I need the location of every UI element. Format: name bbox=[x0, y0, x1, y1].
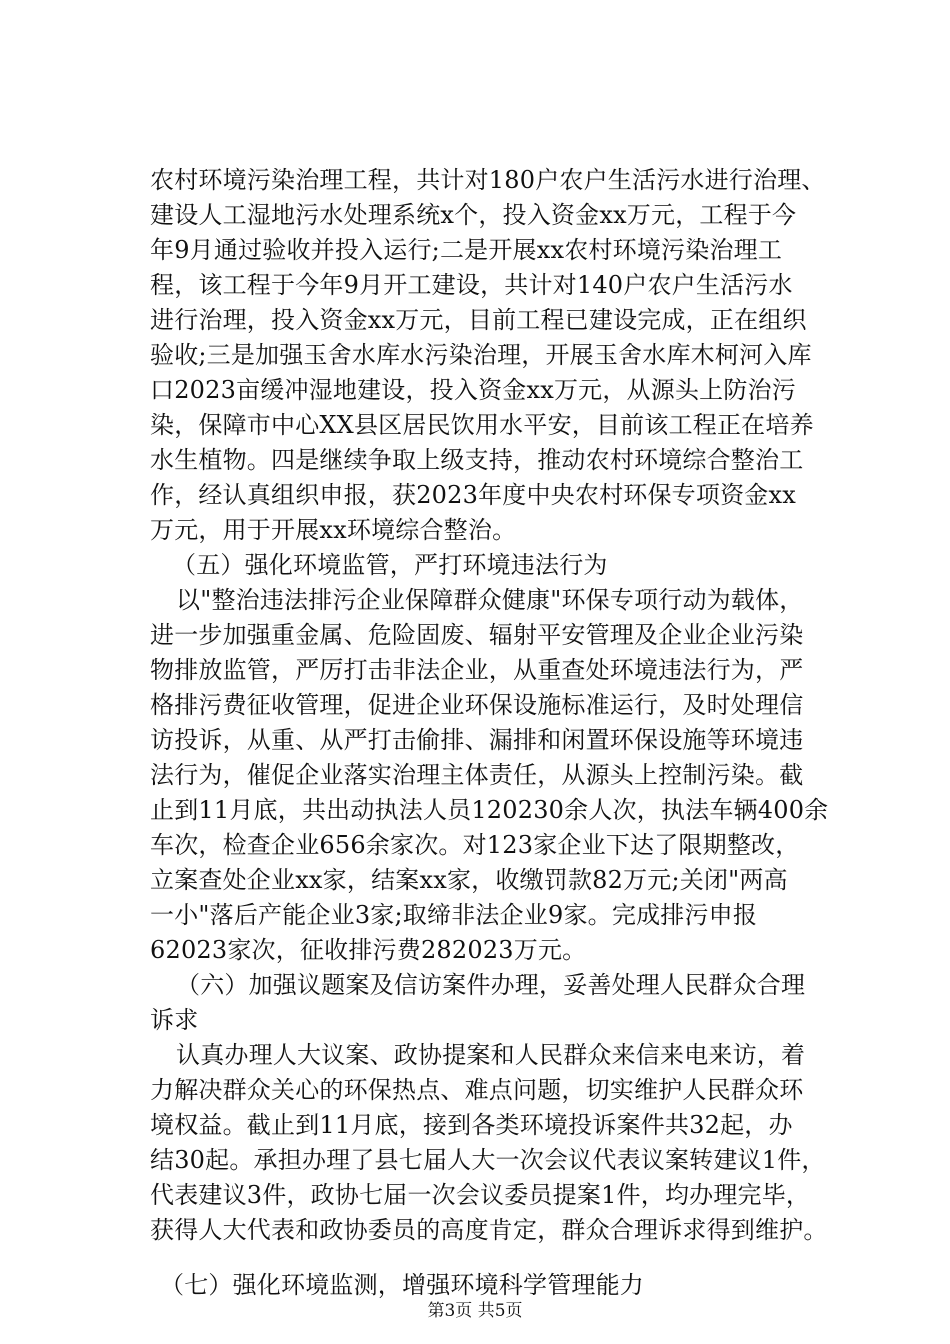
text-line: 访投诉，从重、从严打击偷排、漏排和闲置环保设施等环境违 bbox=[150, 726, 804, 754]
text-line: 年9月通过验收并投入运行;二是开展xx农村环境污染治理工 bbox=[150, 236, 783, 264]
text-line: 法行为，催促企业落实治理主体责任，从源头上控制污染。截 bbox=[150, 761, 804, 789]
text-line: 染，保障市中心XX县区居民饮用水平安，目前该工程正在培养 bbox=[150, 411, 814, 439]
text-line: 万元，用于开展xx环境综合整治。 bbox=[150, 516, 517, 544]
text-line: 口2023亩缓冲湿地建设，投入资金xx万元，从源头上防治污 bbox=[150, 376, 796, 404]
text-line: 止到11月底，共出动执法人员120230余人次，执法车辆400余 bbox=[150, 796, 829, 824]
text-line: 验收;三是加强玉舍水库水污染治理，开展玉舍水库木柯河入库 bbox=[150, 341, 812, 369]
paragraph-first-line: 认真办理人大议案、政协提案和人民群众来信来电来访，着 bbox=[176, 1041, 806, 1069]
text-line: 程，该工程于今年9月开工建设，共计对140户农户生活污水 bbox=[150, 271, 793, 299]
section-heading: （六）加强议题案及信访案件办理，妥善处理人民群众合理 bbox=[176, 971, 806, 999]
text-line: 物排放监管，严厉打击非法企业，从重查处环境违法行为，严 bbox=[150, 656, 804, 684]
text-line: 水生植物。四是继续争取上级支持，推动农村环境综合整治工 bbox=[150, 446, 804, 474]
text-line: 作，经认真组织申报，获2023年度中央农村环保专项资金xx bbox=[150, 481, 796, 509]
text-line: 力解决群众关心的环保热点、难点问题，切实维护人民群众环 bbox=[150, 1076, 804, 1104]
text-line: 车次，检查企业656余家次。对123家企业下达了限期整改， bbox=[150, 831, 800, 859]
text-line: 诉求 bbox=[150, 1006, 199, 1034]
text-line: 农村环境污染治理工程，共计对180户农户生活污水进行治理、 bbox=[150, 166, 826, 194]
text-line: 境权益。截止到11月底，接到各类环境投诉案件共32起，办 bbox=[150, 1111, 793, 1139]
page-number: 第3页 共5页 bbox=[427, 1301, 523, 1321]
text-line: 进行治理，投入资金xx万元，目前工程已建设完成，正在组织 bbox=[150, 306, 807, 334]
text-line: 获得人大代表和政协委员的高度肯定，群众合理诉求得到维护。 bbox=[150, 1216, 828, 1244]
text-line: 立案查处企业xx家，结案xx家，收缴罚款82万元;关闭"两高 bbox=[150, 866, 788, 894]
paragraph-first-line: 以"整治违法排污企业保障群众健康"环保专项行动为载体， bbox=[176, 586, 804, 614]
text-line: 62023家次，征收排污费282023万元。 bbox=[150, 936, 587, 964]
section-heading: （七）强化环境监测，增强环境科学管理能力 bbox=[160, 1271, 644, 1299]
text-line: 代表建议3件，政协七届一次会议委员提案1件，均办理完毕， bbox=[150, 1181, 811, 1209]
text-line: 进一步加强重金属、危险固废、辐射平安管理及企业企业污染 bbox=[150, 621, 804, 649]
text-line: 建设人工湿地污水处理系统x个，投入资金xx万元，工程于今 bbox=[150, 201, 797, 229]
text-line: 一小"落后产能企业3家;取缔非法企业9家。完成排污申报 bbox=[150, 901, 758, 929]
section-heading: （五）强化环境监管，严打环境违法行为 bbox=[172, 551, 608, 579]
text-line: 结30起。承担办理了县七届人大一次会议代表议案转建议1件， bbox=[150, 1146, 826, 1174]
text-line: 格排污费征收管理，促进企业环保设施标准运行，及时处理信 bbox=[150, 691, 804, 719]
